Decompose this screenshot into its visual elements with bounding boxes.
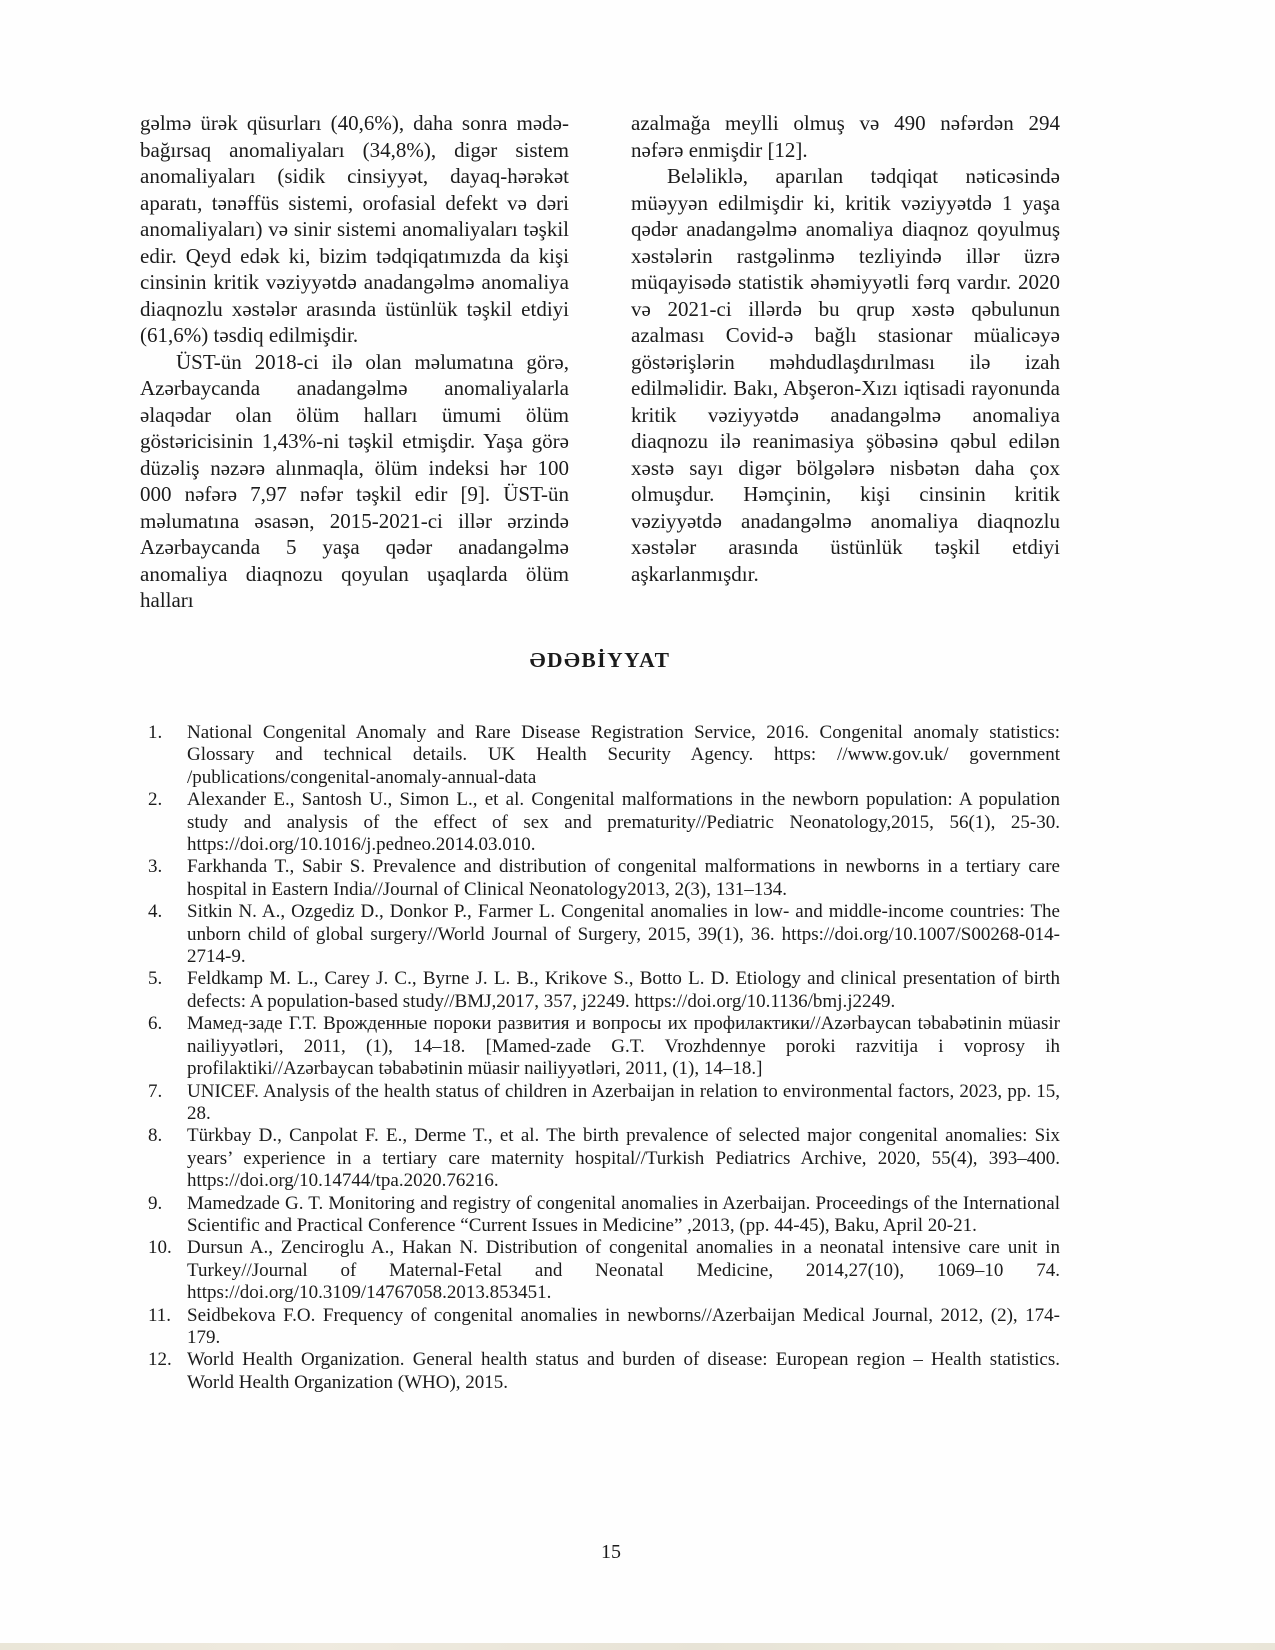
reference-text: Türkbay D., Canpolat F. E., Derme T., et al. The birth prevalence of selected major congenital anomalies: Six years’ experience in a tertiary care maternity hospital//Turkish Pediatrics Archive, 2020, 55(4), 393–400. https://doi.org/10.14744/tpa.2020.76216.: [187, 1125, 1060, 1192]
references-list: [148, 722, 1060, 1394]
reference-number: 3.: [148, 856, 163, 878]
reference-item: [148, 1193, 1060, 1238]
reference-item: [148, 1081, 1060, 1126]
reference-number: 2.: [148, 789, 163, 811]
reference-text: Alexander E., Santosh U., Simon L., et al. Congenital malformations in the newborn population: A population study and analysis of the effect of sex and prematurity//Pediatric Neonatology,2015, 56(1), 25-30. https://doi.org/10.1016/j.pedneo.2014.03.010.: [187, 789, 1060, 856]
reference-item: [148, 1125, 1060, 1192]
right-column-paragraph-1: azalmağa meylli olmuş və 490 nəfərdən 294 nəfərə enmişdir [12].: [631, 111, 1060, 162]
right-column: [631, 110, 1060, 614]
reference-number: 12.: [148, 1349, 172, 1371]
reference-number: 10.: [148, 1237, 172, 1259]
reference-number: 7.: [148, 1080, 163, 1102]
scan-edge-artifact: [0, 1643, 1275, 1650]
article-body: [140, 110, 1060, 614]
reference-item: [148, 722, 1060, 789]
reference-item: [148, 901, 1060, 968]
reference-text: World Health Organization. General health status and burden of disease: European region – Health statistics. World Health Organization (WHO), 2015.: [187, 1349, 1060, 1393]
reference-item: [148, 1305, 1060, 1350]
reference-item: [148, 789, 1060, 856]
page-number: 15: [601, 1541, 621, 1563]
reference-number: 4.: [148, 901, 163, 923]
reference-item: [148, 1013, 1060, 1080]
left-column-paragraph-2: ÜST-ün 2018-ci ilə olan məlumatına görə, Azərbaycanda anadangəlmə anomaliyalarla əlaqədar olan ölüm halları ümumi ölüm göstəricisinin 1,43%-ni təşkil etmişdir. Yaşa görə düzəliş nəzərə alınmaqla, ölüm indeksi hər 100 000 nəfərə 7,97 nəfər təşkil edir [9]. ÜST-ün məlumatına əsasən, 2015-2021-ci illər ərzində Azərbaycanda 5 yaşa qədər anadangəlmə anomaliya diaqnozu qoyulan uşaqlarda ölüm halları: [140, 349, 569, 612]
reference-number: 11.: [148, 1304, 172, 1326]
reference-number: 8.: [148, 1125, 163, 1147]
reference-number: 1.: [148, 722, 163, 743]
reference-item: [148, 856, 1060, 901]
reference-text: Seidbekova F.O. Frequency of congenital anomalies in newborns//Azerbaijan Medical Journal, 2012, (2), 174-179.: [187, 1304, 1060, 1348]
reference-item: [148, 1349, 1060, 1394]
reference-text: Farkhanda T., Sabir S. Prevalence and distribution of congenital malformations in newborns in a tertiary care hospital in Eastern India//Journal of Clinical Neonatology2013, 2(3), 131–134.: [187, 856, 1060, 900]
reference-text: Feldkamp M. L., Carey J. C., Byrne J. L. B., Krikove S., Botto L. D. Etiology and clinical presentation of birth defects: A population-based study//BMJ,2017, 357, j2249. https://doi.org/10.1136/bmj.j2249.: [187, 968, 1060, 1012]
reference-text: Dursun A., Zenciroglu A., Hakan N. Distribution of congenital anomalies in a neonatal intensive care unit in Turkey//Journal of Maternal-Fetal and Neonatal Medicine, 2014,27(10), 1069–10 74. https://doi.org/10.3109/14767058.2013.853451.: [187, 1237, 1060, 1304]
right-column-paragraph-2: Beləliklə, aparılan tədqiqat nəticəsində müəyyən edilmişdir ki, kritik vəziyyətdə 1 yaşa qədər anadangəlmə anomaliya diaqnoz qoyulmuş xəstələrin rastgəlinmə tezliyində illər üzrə müqayisədə statistik əhəmiyyətli fərq vardır. 2020 və 2021-ci illərdə bu qrup xəstə qəbulunun azalması Covid-ə bağlı stasionar müalicəyə göstərişlərin məhdudlaşdırılması ilə izah edilməlidir. Bakı, Abşeron-Xızı iqtisadi rayonunda kritik vəziyyətdə anadangəlmə anomaliya diaqnozu ilə reanimasiya şöbəsinə qəbul edilən xəstə sayı digər bölgələrə nisbətən daha çox olmuşdur. Həmçinin, kişi cinsinin kritik vəziyyətdə anadangəlmə anomaliya diaqnozlu xəstələr arasında üstünlük təşkil etdiyi aşkarlanmışdır.: [631, 164, 1060, 586]
reference-number: 9.: [148, 1192, 163, 1214]
reference-text: National Congenital Anomaly and Rare Disease Registration Service, 2016. Congenital anomaly statistics: Glossary and technical details. UK Health Security Agency. https: //www.gov.uk/ government /publications/congenital-anomaly-annual-data: [187, 722, 1060, 788]
reference-item: [148, 1237, 1060, 1304]
left-column: [140, 110, 569, 614]
reference-number: 5.: [148, 968, 163, 990]
references-heading: ƏDƏBİYYAT: [529, 648, 671, 672]
reference-item: [148, 968, 1060, 1013]
reference-text: Мамед-заде Г.Т. Врожденные пороки развития и вопросы их профилактики//Azərbaycan təbabətinin müasir nailiyyətləri, 2011, (1), 14–18. [Mamed-zade G.T. Vrozhdennye poroki razvitija i voprosy ih profilaktiki//Azərbaycan təbabətinin müasir nailiyyətləri, 2011, (1), 14–18.]: [187, 1013, 1060, 1080]
reference-text: Mamedzade G. T. Monitoring and registry of congenital anomalies in Azerbaijan. Proceedings of the International Scientific and Practical Conference “Current Issues in Medicine” ,2013, (pp. 44-45), Baku, April 20-21.: [187, 1192, 1060, 1236]
reference-text: UNICEF. Analysis of the health status of children in Azerbaijan in relation to environmental factors, 2023, pp. 15, 28.: [187, 1080, 1060, 1124]
left-column-paragraph-1: gəlmə ürək qüsurları (40,6%), daha sonra mədə-bağırsaq anomaliyaları (34,8%), digər sistem anomaliyaları (sidik cinsiyyət, dayaq-hərəkət aparatı, tənəffüs sistemi, orofasial defekt və dəri anomaliyaları) və sinir sistemi anomaliyaları təşkil edir. Qeyd edək ki, bizim tədqiqatımızda da kişi cinsinin kritik vəziyyətdə anadangəlmə anomaliya diaqnozlu xəstələr arasında üstünlük təşkil etdiyi (61,6%) təsdiq edilmişdir.: [140, 111, 569, 347]
reference-text: Sitkin N. A., Ozgediz D., Donkor P., Farmer L. Congenital anomalies in low- and middle-income countries: The unborn child of global surgery//World Journal of Surgery, 2015, 39(1), 36. https://doi.org/10.1007/S00268-014-2714-9.: [187, 901, 1060, 968]
reference-number: 6.: [148, 1013, 163, 1035]
